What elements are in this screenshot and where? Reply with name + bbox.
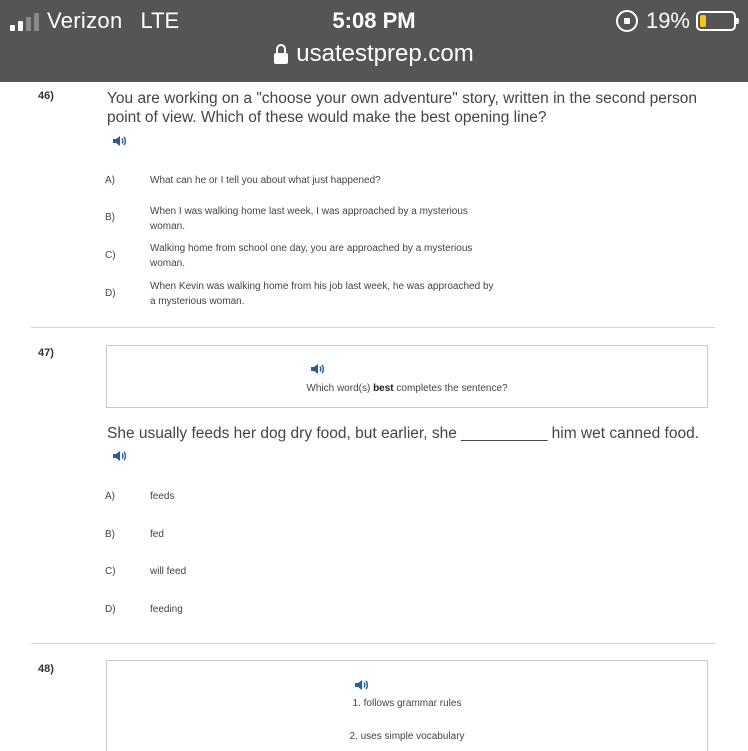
- carrier-name: Verizon: [47, 8, 123, 33]
- option-text[interactable]: feeds: [150, 491, 175, 502]
- lock-icon: [274, 44, 288, 64]
- question-stem: You are working on a "choose your own adventure" story, written in the second person point of view. Which of these would make the best opening line?: [107, 90, 698, 126]
- option-text[interactable]: feeding: [150, 604, 183, 615]
- passage-line: 1. follows grammar rules: [352, 698, 462, 709]
- status-right: [616, 8, 736, 34]
- battery-percent: 19%: [645, 8, 690, 33]
- passage-box: [106, 345, 708, 408]
- status-time: 5:08 PM: [332, 8, 416, 33]
- option-letter[interactable]: D): [105, 604, 116, 615]
- option-letter[interactable]: C): [105, 250, 116, 261]
- browser-chrome: [0, 0, 748, 82]
- url-text[interactable]: usatestprep.com: [296, 40, 474, 67]
- option-letter[interactable]: B): [105, 529, 115, 540]
- page-content: [0, 82, 748, 751]
- question-number: 48): [38, 663, 54, 675]
- option-text[interactable]: When I was walking home last week, I was approached by a mysterious woman.: [150, 206, 468, 232]
- option-letter[interactable]: A): [105, 491, 115, 502]
- option-text[interactable]: will feed: [150, 566, 187, 577]
- rotation-lock-icon: [616, 10, 638, 32]
- speaker-icon[interactable]: [112, 134, 128, 148]
- question-divider: [31, 643, 715, 644]
- address-bar[interactable]: [0, 38, 748, 70]
- option-text[interactable]: Walking home from school one day, you are approached by a mysterious woman.: [150, 243, 473, 269]
- option-letter[interactable]: D): [105, 288, 116, 299]
- question-divider: [31, 327, 715, 328]
- option-text[interactable]: When Kevin was walking home from his job last week, he was approached by a mysterious woman.: [150, 281, 494, 307]
- battery-fill: [700, 15, 706, 27]
- speaker-icon[interactable]: [112, 449, 128, 463]
- question-number: 46): [38, 90, 54, 102]
- passage-instruction: Which word(s) best completes the sentence?: [306, 383, 508, 394]
- option-letter[interactable]: A): [105, 175, 115, 186]
- question-stem: She usually feeds her dog dry food, but earlier, she __________ him wet canned food.: [107, 425, 699, 442]
- option-letter[interactable]: C): [105, 566, 116, 577]
- battery-icon: [696, 11, 736, 31]
- passage-line: 2. uses simple vocabulary: [349, 731, 465, 742]
- speaker-icon[interactable]: [310, 362, 326, 376]
- passage-box: [106, 660, 708, 751]
- question-number: 47): [38, 347, 54, 359]
- option-letter[interactable]: B): [105, 212, 115, 223]
- option-text[interactable]: fed: [150, 529, 164, 540]
- network-type: LTE: [140, 8, 180, 33]
- speaker-icon[interactable]: [354, 678, 370, 692]
- option-text[interactable]: What can he or I tell you about what just happened?: [150, 175, 381, 186]
